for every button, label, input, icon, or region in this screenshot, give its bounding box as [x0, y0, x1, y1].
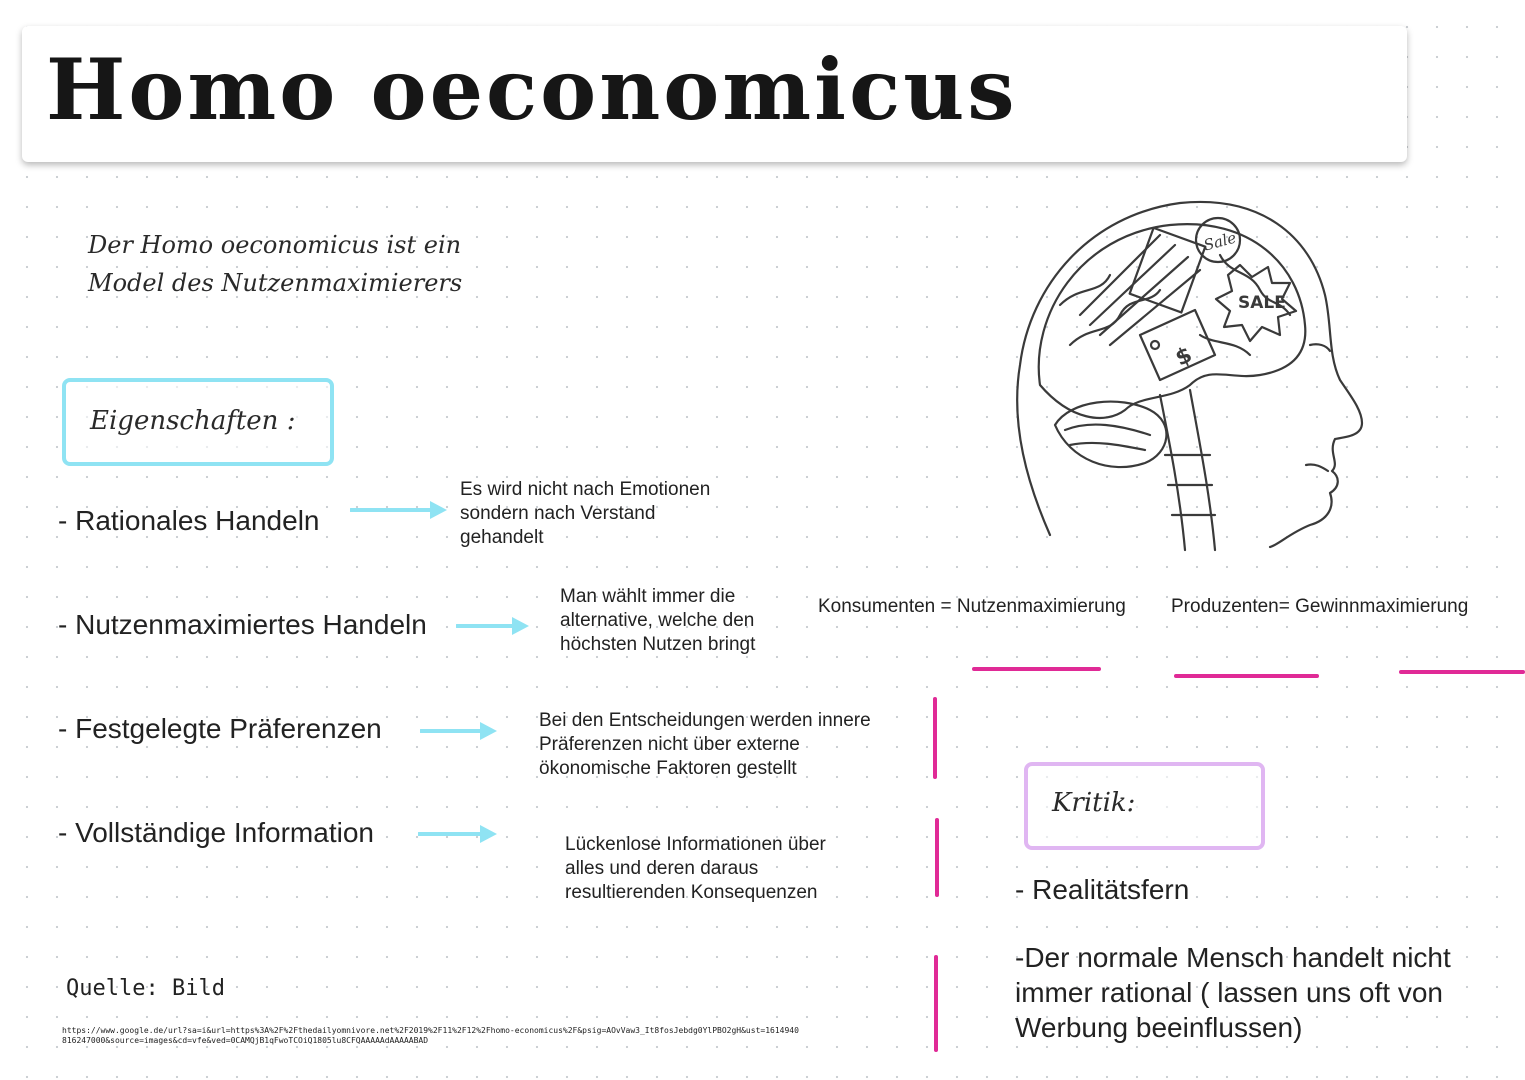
property-rational: - Rationales Handeln — [58, 505, 320, 536]
source-label: Quelle: Bild — [66, 976, 225, 1001]
pink-divider — [933, 697, 937, 779]
pink-divider — [1174, 674, 1319, 678]
arrow-right-icon — [456, 615, 530, 637]
intro-line-2: Model des Nutzenmaximierers — [88, 269, 463, 297]
source-url[interactable]: https://www.google.de/url?sa=i&url=https%3A%2F%2Fthedailyomnivore.net%2F2019%2F11%2F12%2Fhomo-economicus%2F&psig=AOvVaw3_It8fosJebdg0YlPBO2gH&ust=1614940816247000&source=images&cd=vfe&ved=0CAMQjB1qFwoTCOiQ1805lu8CFQAAAAAdAAAAABAD — [62, 1026, 799, 1045]
explanation-line: Man wählt immer die — [560, 586, 736, 607]
property-preferences: - Festgelegte Präferenzen — [58, 713, 382, 744]
critique-box — [1024, 762, 1265, 850]
explanation-preferences — [539, 709, 871, 781]
brain-head-illustration — [1010, 195, 1370, 555]
critique-line: -Der normale Mensch handelt nicht — [1015, 942, 1451, 973]
producers-label: Produzenten= Gewinnmaximierung — [1171, 596, 1469, 617]
critique-point-1: - Realitätsfern — [1015, 874, 1190, 905]
explanation-line: Bei den Entscheidungen werden innere — [539, 710, 871, 731]
arrow-right-icon — [420, 720, 498, 742]
explanation-line: Es wird nicht nach Emotionen — [460, 479, 711, 500]
explanation-line: Lückenlose Informationen über — [565, 834, 826, 855]
sale-small-text: Sale — [1201, 228, 1239, 255]
explanation-line: Präferenzen nicht über externe — [539, 734, 800, 755]
arrow-right-icon — [418, 823, 498, 845]
explanation-information — [565, 833, 826, 905]
intro-text — [88, 226, 462, 302]
pink-divider — [1399, 670, 1525, 674]
explanation-line: ökonomische Faktoren gestellt — [539, 758, 797, 779]
pink-divider — [934, 955, 938, 1052]
properties-box-label: Eigenschaften : — [90, 406, 296, 436]
price-tag-text: $ — [1171, 342, 1197, 372]
consumers-label: Konsumenten = Nutzenmaximierung — [818, 596, 1126, 617]
explanation-line: resultierenden Konsequenzen — [565, 882, 818, 903]
intro-line-1: Der Homo oeconomicus ist ein — [88, 231, 462, 259]
explanation-line: sondern nach Verstand — [460, 503, 656, 524]
property-information: - Vollständige Information — [58, 817, 374, 848]
explanation-line: höchsten Nutzen bringt — [560, 634, 756, 655]
properties-box — [62, 378, 334, 466]
critique-line: Werbung beeinflussen) — [1015, 1012, 1303, 1043]
property-utility: - Nutzenmaximiertes Handeln — [58, 609, 427, 640]
arrow-right-icon — [350, 499, 448, 521]
critique-box-label: Kritik: — [1052, 788, 1136, 818]
pink-divider — [935, 818, 939, 897]
pink-divider — [972, 667, 1101, 671]
explanation-line: alles und deren daraus — [565, 858, 759, 879]
page-title: Homo oeconomicus — [46, 40, 1018, 139]
explanation-line: alternative, welche den — [560, 610, 755, 631]
sale-big-text: SALE — [1238, 293, 1286, 313]
explanation-line: gehandelt — [460, 527, 544, 548]
critique-line: immer rational ( lassen uns oft von — [1015, 977, 1443, 1008]
explanation-utility — [560, 585, 755, 657]
explanation-rational — [460, 478, 710, 550]
critique-point-2 — [1015, 940, 1515, 1045]
